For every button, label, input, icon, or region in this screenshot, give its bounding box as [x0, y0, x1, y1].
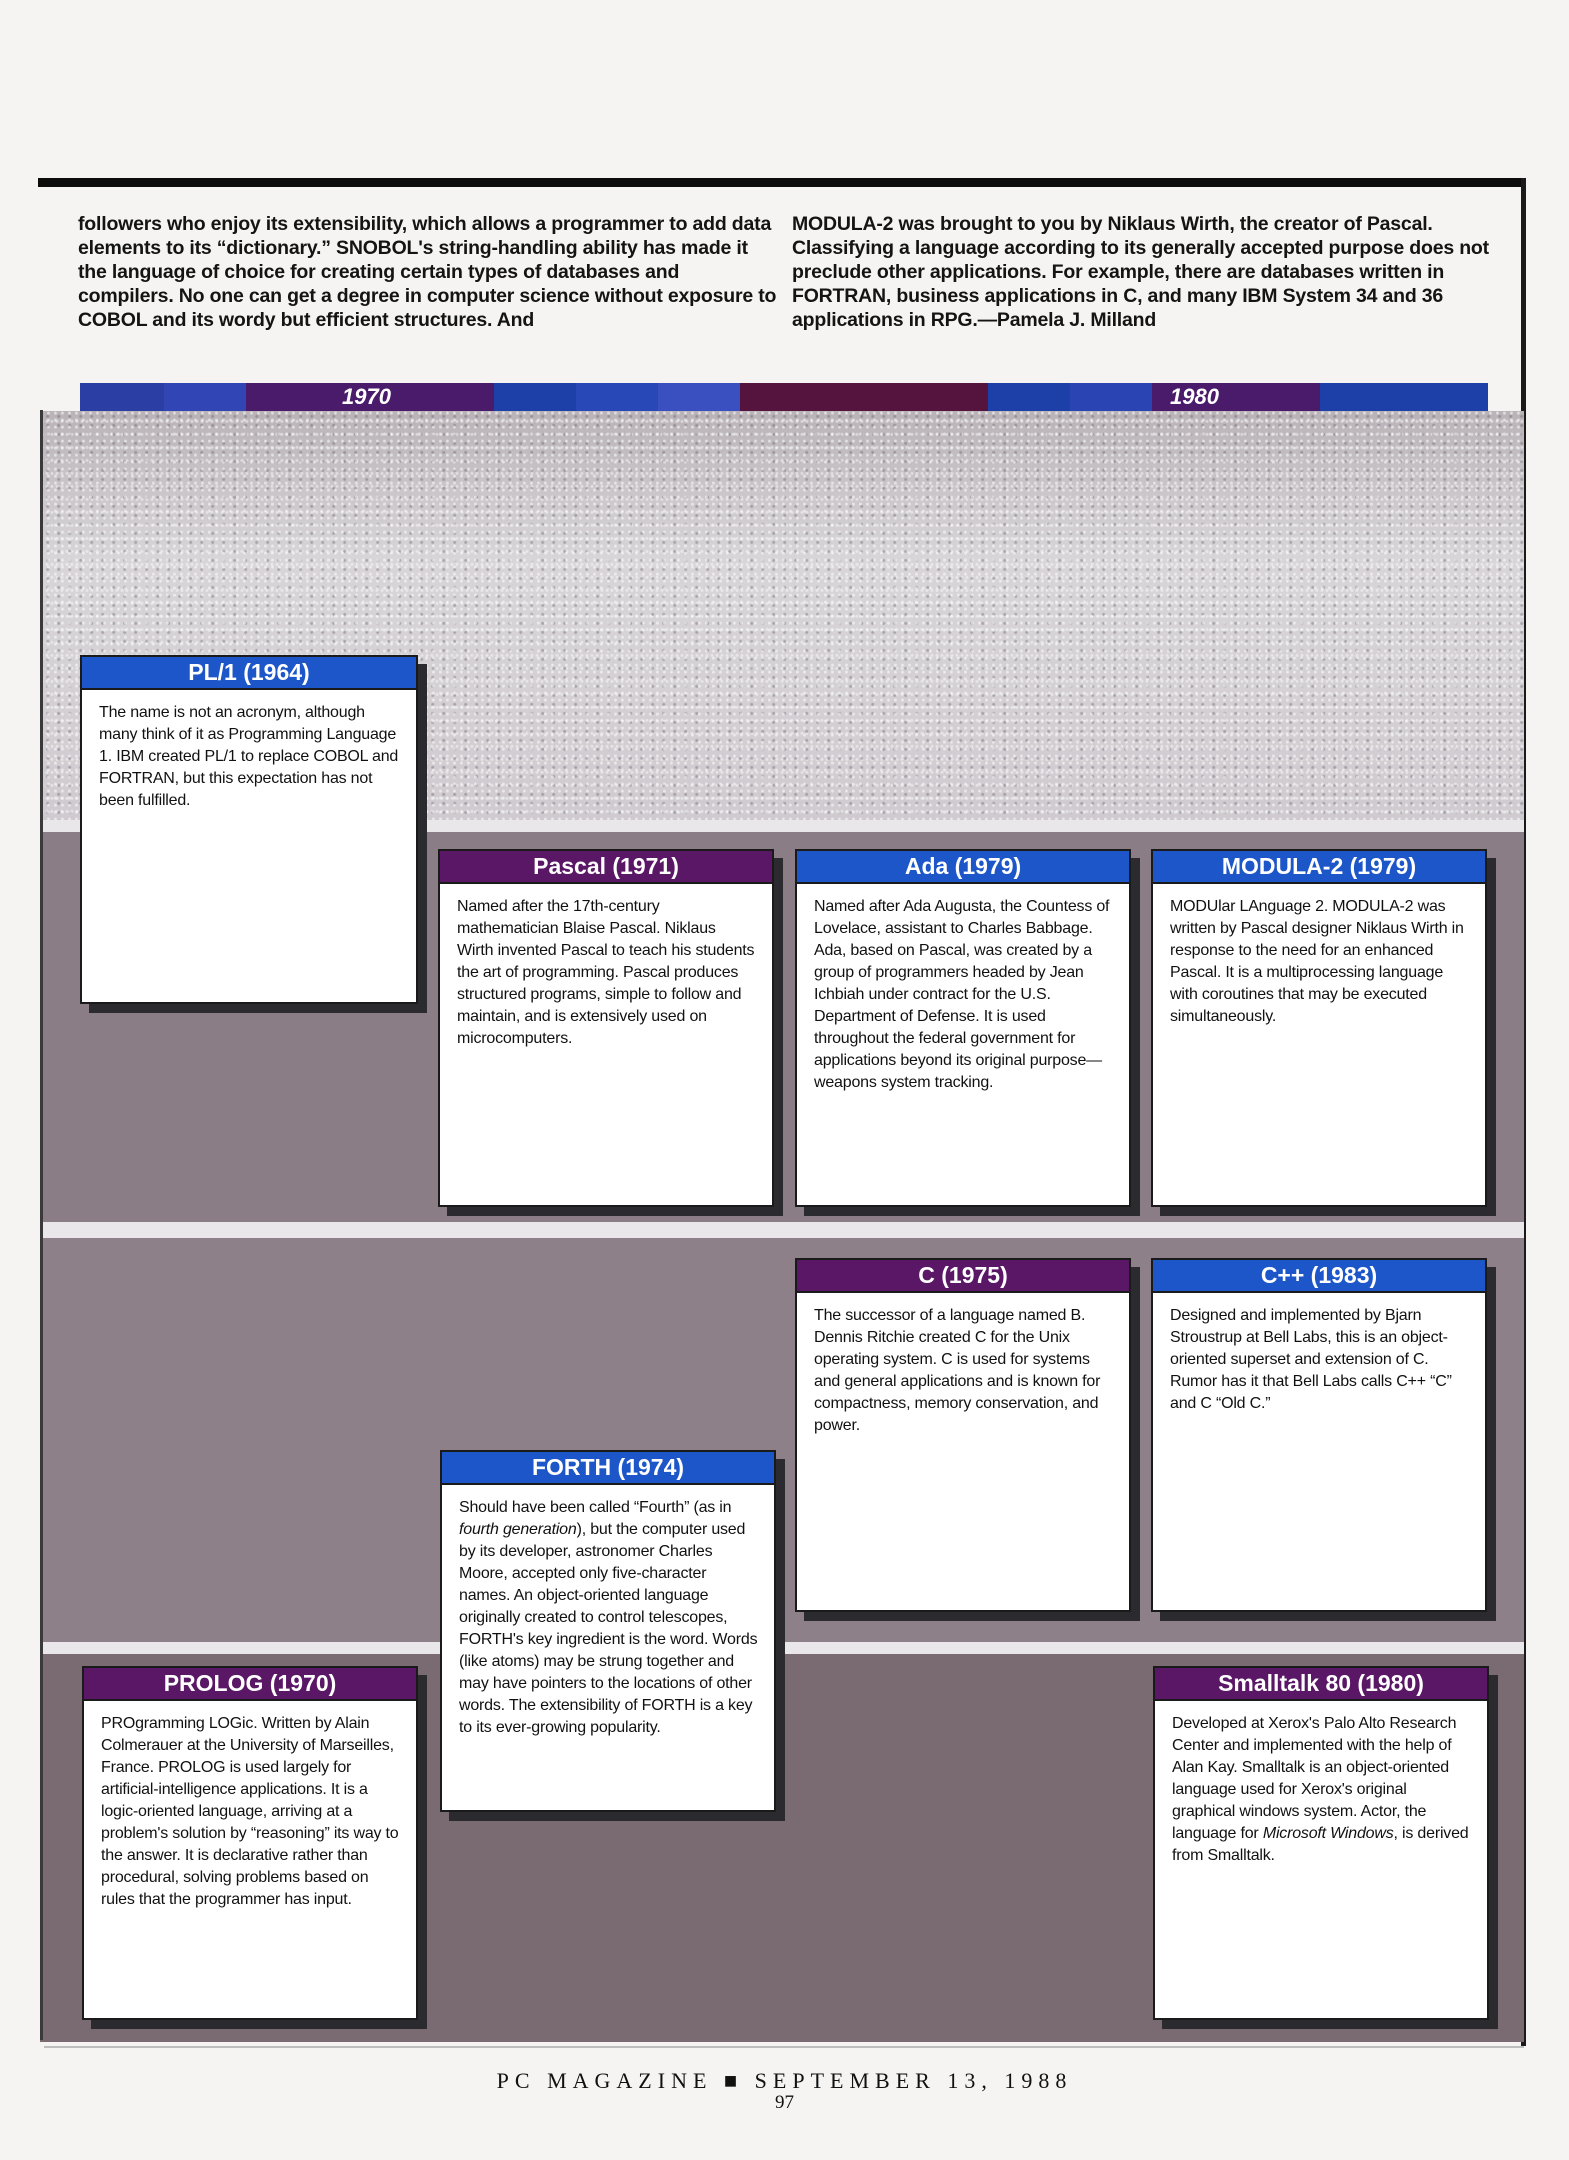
author-byline: Pamela J. Milland: [996, 309, 1157, 331]
card-title: MODULA-2 (1979): [1153, 851, 1485, 884]
article-left-text: followers who enjoy its extensibility, which allows a programmer to add data elements to its “dictionary.” SNOBOL's string-handling ability has made it the language of choice for creating certain types of databases and compilers. No one can get a degree in computer science without exposure to COBOL and its wordy but efficient structures. And: [78, 213, 777, 331]
card-body: PROgramming LOGic. Written by Alain Colmerauer at the University of Marseilles, France. PROLOG is used largely for artificial-intelligence applications. It is a logic-oriented language, arriving at a problem's solution by “reasoning” its way to the answer. It is declarative rather than procedural, solving problems based on rules that the programmer has input.: [101, 1715, 399, 1908]
card-body-text: Should have been called “Fourth” (as in: [459, 1499, 732, 1516]
card-pascal: [438, 849, 774, 1207]
card-title: C (1975): [797, 1260, 1129, 1293]
timeline-segment: [740, 383, 988, 411]
article-right-column: [792, 212, 1504, 332]
card-body-text: Developed at Xerox's Palo Alto Research Center and implemented with the help of Alan Kay. Smalltalk is an object-oriented language used for Xerox's original graphical windows system. Actor, the language for: [1172, 1715, 1457, 1842]
page-number: 97: [775, 2092, 794, 2113]
top-rule: [38, 178, 1526, 187]
card-body-italic: fourth generation: [459, 1521, 577, 1538]
card-title: Pascal (1971): [440, 851, 772, 884]
timeline-year-1980: 1980: [1170, 384, 1219, 409]
card-body-text: , is derived from Smalltalk.: [1172, 1825, 1469, 1864]
card-title: C++ (1983): [1153, 1260, 1485, 1293]
card-title: PL/1 (1964): [82, 657, 416, 690]
card-pl1: [80, 655, 418, 1004]
timeline-segment: [576, 383, 658, 411]
card-body: The successor of a language named B. Dennis Ritchie created C for the Unix operating system. C is used for systems and general applications and is known for compactness, memory conservation, and power.: [814, 1307, 1101, 1434]
card-prolog: [82, 1666, 418, 2020]
timeline-year-1970: 1970: [342, 384, 391, 409]
card-body: Named after Ada Augusta, the Countess of Lovelace, assistant to Charles Babbage. Ada, based on Pascal, was created by a group of programmers headed by Jean Ichbiah under contract for the U.S. Department of Defense. It is used throughout the federal government for applications beyond its original purpose—weapons system tracking.: [814, 898, 1110, 1091]
footer-rule: [44, 2046, 1524, 2048]
timeline-segment: [658, 383, 740, 411]
card-body-italic: Microsoft Windows: [1262, 1825, 1394, 1842]
card-title: Smalltalk 80 (1980): [1155, 1668, 1487, 1701]
card-body: [1155, 1701, 1487, 1877]
card-cpp: [1151, 1258, 1487, 1612]
footer-masthead: PC MAGAZINE ■ SEPTEMBER 13, 1988: [496, 2068, 1073, 2093]
card-body: The name is not an acronym, although many think of it as Programming Language 1. IBM created PL/1 to replace COBOL and FORTRAN, but this expectation has not been fulfilled.: [99, 704, 399, 809]
card-c: [795, 1258, 1131, 1612]
timeline-segment: [1070, 383, 1152, 411]
card-title: PROLOG (1970): [84, 1668, 416, 1701]
card-forth: [440, 1450, 776, 1812]
article-right-text: MODULA-2 was brought to you by Niklaus Wirth, the creator of Pascal. Classifying a language according to its generally accepted purpose does not preclude other applications. For example, there are databases written in FORTRAN, business applications in C, and many IBM System 34 and 36 applications in RPG.—: [792, 213, 1489, 331]
card-body-text: ), but the computer used by its developer, astronomer Charles Moore, accepted only five-character names. An object-oriented language originally created to control telescopes, FORTH's key ingredient is the word. Words (like atoms) may be strung together and may have pointers to the locations of other words. The extensibility of FORTH is a key to its ever-growing popularity.: [459, 1521, 758, 1736]
card-modula2: [1151, 849, 1487, 1207]
card-body: MODUlar LAnguage 2. MODULA-2 was written by Pascal designer Niklaus Wirth in response to the need for an enhanced Pascal. It is a multiprocessing language with coroutines that may be executed simultaneously.: [1170, 898, 1464, 1025]
article-left-column: [78, 212, 778, 332]
light-divider: [40, 1642, 1524, 1654]
timeline-segment: [494, 383, 576, 411]
card-title: Ada (1979): [797, 851, 1129, 884]
card-body: Designed and implemented by Bjarn Stroustrup at Bell Labs, this is an object-oriented superset and extension of C. Rumor has it that Bell Labs calls C++ “C” and C “Old C.”: [1170, 1307, 1452, 1412]
left-frame-rule: [40, 410, 43, 2040]
light-divider: [40, 1222, 1524, 1238]
card-body: [442, 1485, 774, 1749]
timeline-segment: [1320, 383, 1488, 411]
card-title: FORTH (1974): [442, 1452, 774, 1485]
timeline-segment: [164, 383, 246, 411]
card-smalltalk: [1153, 1666, 1489, 2020]
timeline-segment: [988, 383, 1070, 411]
card-ada: [795, 849, 1131, 1207]
timeline-segment: [80, 383, 164, 411]
card-body: Named after the 17th-century mathematician Blaise Pascal. Niklaus Wirth invented Pascal to teach his students the art of programming. Pascal produces structured programs, simple to follow and maintain, and is extensively used on microcomputers.: [457, 898, 755, 1047]
